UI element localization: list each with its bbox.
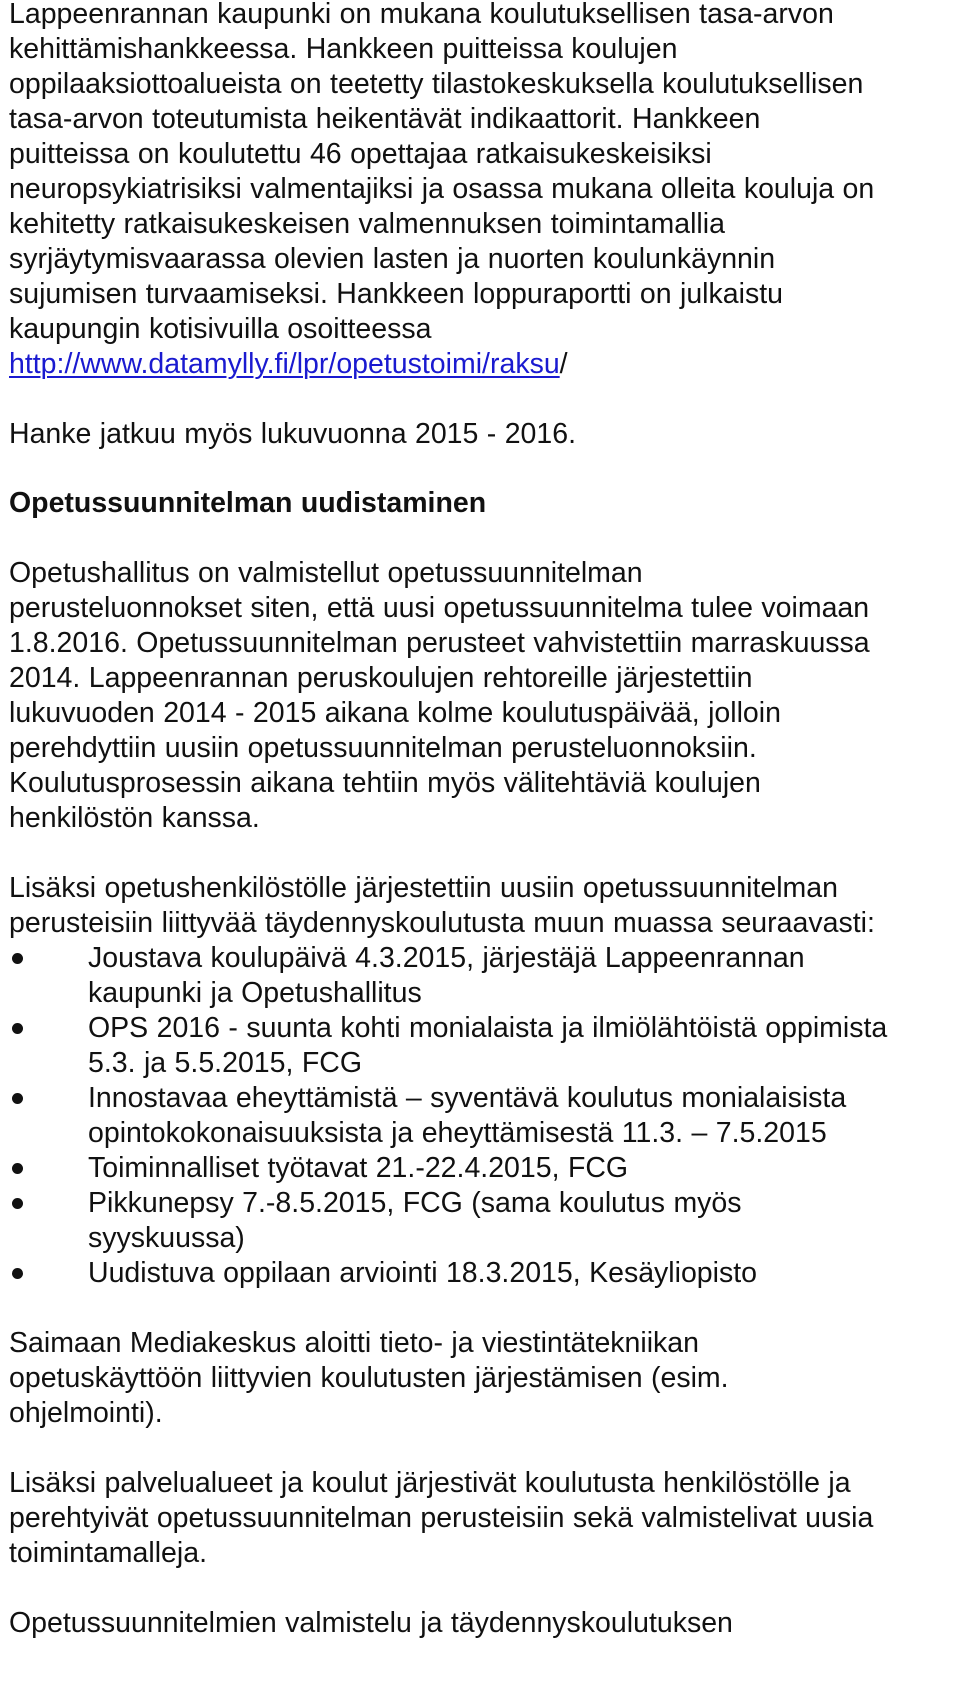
bullet-dot-icon [12,1198,23,1209]
text-line: puitteissa on koulutettu 46 opettajaa ratkaisukeskeisiksi [9,138,712,170]
document-page [9,0,960,1641]
text-line: Lisäksi opetushenkilöstölle järjestettiin uusiin opetussuunnitelman [9,872,838,904]
text-line: oppilaaksiottoalueista on teetetty tilastokeskuksella koulutuksellisen [9,68,864,100]
list-item [9,1011,960,1081]
text-line: ohjelmointi). [9,1397,163,1429]
text-line: Saimaan Mediakeskus aloitti tieto- ja viestintätekniikan [9,1327,700,1359]
paragraph-continuation [9,417,960,452]
text-line: Hanke jatkuu myös lukuvuonna 2015 - 2016. [9,418,577,450]
section-heading: Opetussuunnitelman uudistaminen [9,487,487,519]
text-line: kaupungin kotisivuilla osoitteessa [9,313,432,345]
text-line: perusteluonnokset siten, että uusi opetussuunnitelma tulee voimaan [9,592,870,624]
bullet-dot-icon [12,1268,23,1279]
text-line: OPS 2016 - suunta kohti monialaista ja ilmiölähtöistä oppimista [88,1012,888,1044]
paragraph-project [9,0,960,382]
text-line: Koulutusprosessin aikana tehtiin myös välitehtäviä koulujen [9,767,761,799]
text-line: 5.3. ja 5.5.2015, FCG [88,1047,362,1079]
text-line: Joustava koulupäivä 4.3.2015, järjestäjä Lappeenrannan [88,942,805,974]
text-line: syrjäytymisvaarassa olevien lasten ja nuorten koulunkäynnin [9,243,776,275]
text-line: Toiminnalliset työtavat 21.-22.4.2015, FCG [88,1152,629,1184]
text-line: perehtyivät opetussuunnitelman perusteisiin sekä valmistelivat uusia [9,1502,874,1534]
text-line: kehitetty ratkaisukeskeisen valmennuksen toimintamallia [9,208,725,240]
text-line: Pikkunepsy 7.-8.5.2015, FCG (sama koulutus myös [88,1187,742,1219]
text-line: opetuskäyttöön liittyvien koulutusten järjestämisen (esim. [9,1362,729,1394]
text-line: sujumisen turvaamiseksi. Hankkeen loppuraportti on julkaistu [9,278,783,310]
text-line: kaupunki ja Opetushallitus [88,977,422,1009]
text-line: opintokokonaisuuksista ja eheyttämisestä 11.3. – 7.5.2015 [88,1117,827,1149]
list-item [9,1081,960,1151]
bullet-dot-icon [12,1163,23,1174]
text-line: 2014. Lappeenrannan peruskoulujen rehtoreille järjestettiin [9,662,753,694]
text-line: henkilöstön kanssa. [9,802,260,834]
text-line: Lisäksi palvelualueet ja koulut järjestivät koulutusta henkilöstölle ja [9,1467,851,1499]
text-line: toimintamalleja. [9,1537,207,1569]
text-line: neuropsykiatrisiksi valmentajiksi ja osassa mukana olleita kouluja on [9,173,875,205]
text-line: Lappeenrannan kaupunki on mukana koulutuksellisen tasa-arvon [9,0,834,30]
link-suffix: / [559,348,568,380]
list-item [9,1256,960,1291]
bullet-dot-icon [12,1023,23,1034]
text-line: 1.8.2016. Opetussuunnitelman perusteet vahvistettiin marraskuussa [9,627,870,659]
text-line: lukuvuoden 2014 - 2015 aikana kolme koulutuspäivää, jolloin [9,697,781,729]
text-line [9,347,960,382]
report-link[interactable]: http://www.datamylly.fi/lpr/opetustoimi/raksu [9,348,560,380]
paragraph-curriculum [9,556,960,836]
text-line: perehdyttiin uusiin opetussuunnitelman perusteluonnoksiin. [9,732,757,764]
text-line: perusteisiin liittyvää täydennyskoulutusta muun muassa seuraavasti: [9,907,875,939]
paragraph-service-areas [9,1466,960,1571]
text-line: Opetushallitus on valmistellut opetussuunnitelman [9,557,643,589]
list-item [9,1151,960,1186]
list-item [9,1186,960,1256]
bullet-dot-icon [12,1093,23,1104]
paragraph-training-intro [9,871,960,941]
bullet-dot-icon [12,953,23,964]
training-list [9,941,960,1291]
text-line: tasa-arvon toteutumista heikentävät indikaattorit. Hankkeen [9,103,761,135]
text-line: Innostavaa eheyttämistä – syventävä koulutus monialaisista [88,1082,847,1114]
paragraph-media-center [9,1326,960,1431]
paragraph-final [9,1606,960,1641]
list-item [9,941,960,1011]
text-line: Uudistuva oppilaan arviointi 18.3.2015, Kesäyliopisto [88,1257,758,1289]
text-line: Opetussuunnitelmien valmistelu ja täydennyskoulutuksen [9,1607,733,1639]
text-line: kehittämishankkeessa. Hankkeen puitteissa koulujen [9,33,678,65]
text-line: syyskuussa) [88,1222,245,1254]
